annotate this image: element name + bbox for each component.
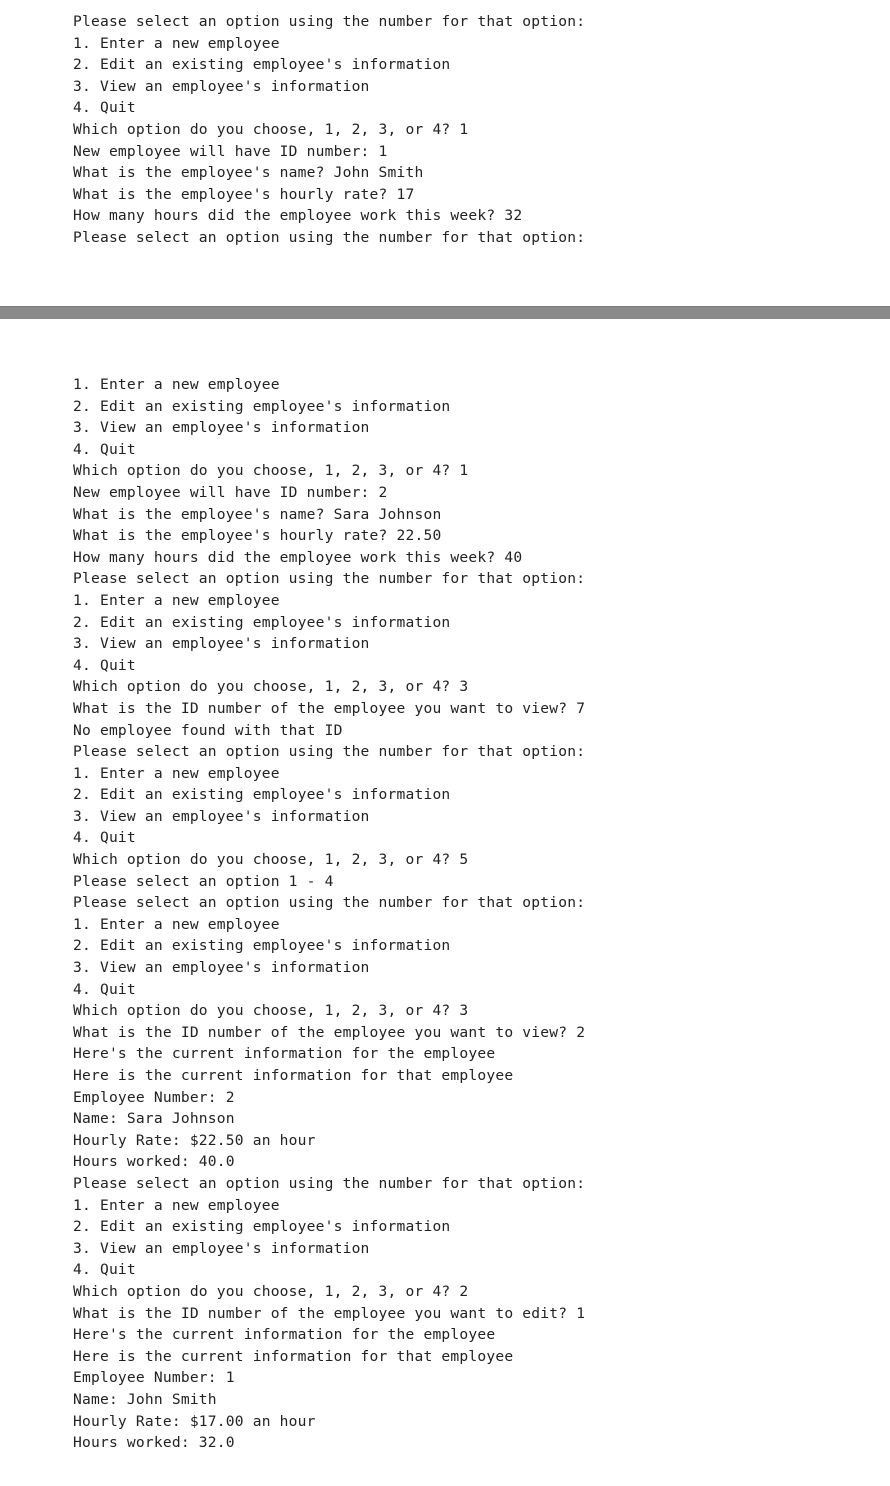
- console-line: 1. Enter a new employee: [73, 376, 280, 393]
- console-line: Employee Number: 1: [73, 1369, 235, 1387]
- console-line: What is the ID number of the employee you want to edit? 1: [73, 1304, 586, 1322]
- console-line: What is the employee's name? Sara Johnson: [73, 505, 442, 523]
- console-line: 4. Quit: [73, 656, 136, 674]
- console-line: 2. Edit an existing employee's information: [73, 786, 451, 804]
- console-line: 2. Edit an existing employee's information: [73, 937, 451, 955]
- console-line: 4. Quit: [73, 1261, 136, 1279]
- console-line: Here is the current information for that employee: [73, 1067, 514, 1084]
- console-line: 4. Quit: [73, 99, 136, 117]
- console-line: 3. View an employee's information: [73, 807, 370, 825]
- console-output-bottom: [0, 319, 890, 1486]
- console-line: 3. View an employee's information: [73, 77, 370, 95]
- console-line: Which option do you choose, 1, 2, 3, or 4? 3: [73, 678, 469, 696]
- console-line: What is the employee's hourly rate? 17: [73, 185, 415, 203]
- console-line: How many hours did the employee work this week? 32: [73, 207, 523, 225]
- console-line: Hours worked: 32.0: [73, 1434, 235, 1452]
- console-line: 1. Enter a new employee: [73, 1196, 280, 1214]
- console-line: Please select an option 1 - 4: [73, 872, 334, 890]
- console-line: How many hours did the employee work this week? 40: [73, 548, 523, 566]
- console-line: What is the ID number of the employee you want to view? 7: [73, 699, 586, 717]
- console-line: Which option do you choose, 1, 2, 3, or 4? 3: [73, 1002, 469, 1020]
- console-line: Please select an option using the number for that option:: [73, 228, 586, 246]
- console-line: What is the ID number of the employee you want to view? 2: [73, 1023, 586, 1041]
- panel-divider: [0, 306, 890, 319]
- console-line: 1. Enter a new employee: [73, 915, 280, 933]
- console-line: 1. Enter a new employee: [73, 764, 280, 782]
- console-line: 1. Enter a new employee: [73, 591, 280, 609]
- console-line: 2. Edit an existing employee's information: [73, 397, 451, 415]
- console-line: 3. View an employee's information: [73, 635, 370, 653]
- console-line: Here's the current information for the employee: [73, 1326, 496, 1344]
- console-line: Name: Sara Johnson: [73, 1110, 235, 1128]
- console-line: Which option do you choose, 1, 2, 3, or 4? 1: [73, 120, 469, 138]
- console-line: Please select an option using the number for that option:: [73, 1174, 586, 1192]
- console-text-bottom: [73, 374, 585, 1454]
- console-line: Please select an option using the number for that option:: [73, 570, 586, 588]
- console-line: What is the employee's name? John Smith: [73, 164, 424, 182]
- console-line: 4. Quit: [73, 829, 136, 847]
- console-line: New employee will have ID number: 2: [73, 483, 388, 501]
- console-line: No employee found with that ID: [73, 721, 343, 739]
- console-line: Please select an option using the number for that option:: [73, 13, 586, 30]
- console-output-top: [0, 0, 890, 306]
- console-line: 3. View an employee's information: [73, 959, 370, 977]
- console-line: Which option do you choose, 1, 2, 3, or 4? 1: [73, 462, 469, 480]
- console-line: Which option do you choose, 1, 2, 3, or 4? 5: [73, 851, 469, 869]
- console-line: 4. Quit: [73, 440, 136, 458]
- console-line: Here's the current information for the employee: [73, 1045, 496, 1063]
- console-line: 3. View an employee's information: [73, 1239, 370, 1257]
- console-line: 3. View an employee's information: [73, 419, 370, 437]
- console-line: 1. Enter a new employee: [73, 34, 280, 52]
- console-line: 2. Edit an existing employee's information: [73, 613, 451, 631]
- console-line: Which option do you choose, 1, 2, 3, or 4? 2: [73, 1282, 469, 1300]
- console-line: Hourly Rate: $22.50 an hour: [73, 1131, 316, 1149]
- console-line: Please select an option using the number for that option:: [73, 894, 586, 912]
- console-line: New employee will have ID number: 1: [73, 142, 388, 160]
- console-line: Employee Number: 2: [73, 1088, 235, 1106]
- console-line: Hourly Rate: $17.00 an hour: [73, 1412, 316, 1430]
- console-text-top: [73, 11, 585, 249]
- console-line: Name: John Smith: [73, 1390, 217, 1408]
- console-line: Hours worked: 40.0: [73, 1153, 235, 1171]
- console-line: 4. Quit: [73, 980, 136, 998]
- console-line: Please select an option using the number for that option:: [73, 743, 586, 761]
- console-line: 2. Edit an existing employee's information: [73, 56, 451, 74]
- console-line: 2. Edit an existing employee's information: [73, 1218, 451, 1236]
- console-line: What is the employee's hourly rate? 22.50: [73, 527, 442, 545]
- console-line: Here is the current information for that employee: [73, 1347, 514, 1365]
